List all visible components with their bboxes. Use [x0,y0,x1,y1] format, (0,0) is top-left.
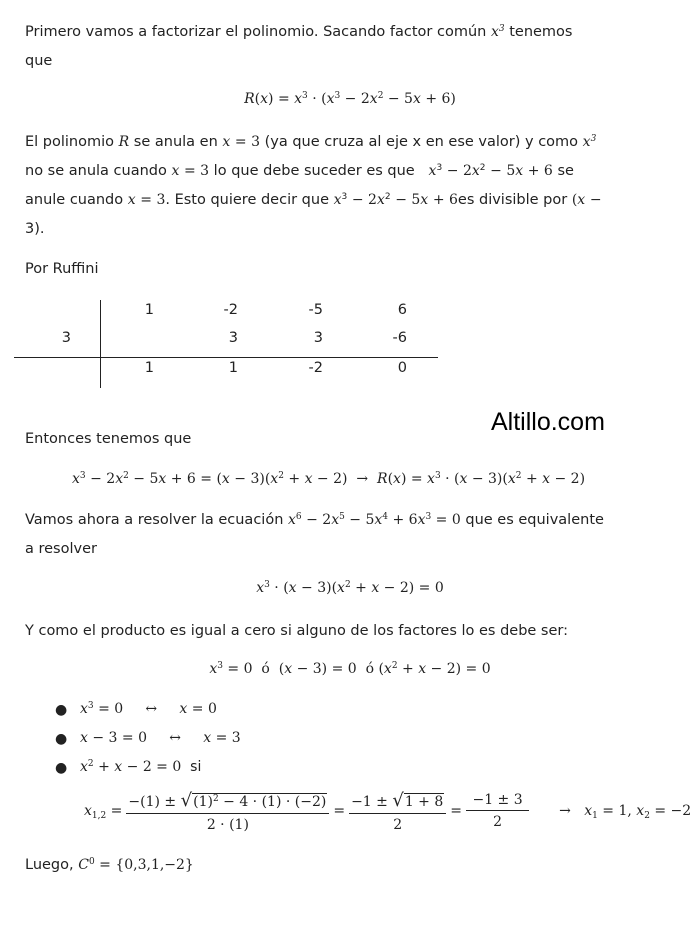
intro-text-a: Primero vamos a factorizar el polinomio. Sacando factor común [25,24,491,40]
ruffini-r3-c1: 1 [144,360,154,376]
quadratic-result: → $x_1 = 1$, $x_2 = -2$ [559,803,692,821]
ruffini-r2-c3: 3 [313,330,323,346]
bullet-case-1: $x^3 = 0$ ↔ x = 0 [80,701,217,717]
solve-paragraph: Vamos ahora a resolver la ecuación $x^6 - 2x^5 - 5x^4 + 6x^3 = 0$ que es equivalente a resolver [25,512,604,557]
zero-product-paragraph: Y como el producto es igual a cero si alguno de los factores lo es debe ser: [25,623,568,639]
intro-text-c: que [25,53,53,69]
ruffini-table [0,296,700,391]
conclusion [25,854,194,876]
ruffini-r1-c3: -5 [308,302,323,318]
bullet-dot-1: ● [55,702,68,718]
conclusion-label: Luego, [25,857,79,873]
bullet-case-2: x − 3 = 0 ↔ x = 3 [80,730,241,746]
ruffini-r3-c3: -2 [308,360,323,376]
ruffini-r1-c1: 1 [144,302,154,318]
fraction-1: $\frac{-(1) \pm √(1)^2 - 4 \cdot (1) \cdot (-2)}{2 \cdot (1)}$ [126,790,329,833]
ruffini-r2-c4: -6 [392,330,407,346]
fraction-3: $\frac{-1 \pm 3}{2}$ [468,792,528,830]
bullet-case-3: $x^2 + x - 2 = 0$ si [80,759,202,775]
equation-cases: $x^3 = 0$ ó (x − 3) = 0 ó $(x^2 + x - 2) = 0$ [209,661,491,677]
watermark-logo: Altillo.com [491,408,605,436]
quadratic-formula: $x_{1,2}$ = $\frac{-(1) \pm √(1)^2 - 4 \cdot (1) \cdot (-2)}{2 \cdot (1)}$ = $\frac{-1 \pm √1 + 8}{2}$ = $\frac{-1 \pm 3}{2}$ → $x_1 = 1$, $x_2 = -2$ [84,789,692,833]
root-paragraph: El polinomio R se anula en x = 3 (ya que cruza al eje x en ese valor) y como $x^3$ no se anula cuando x = 3 lo que debe suceder es que $x^3 - 2x^2 - 5x + 6$ se anule cuando x = 3. Esto quiere decir que $x^3 - 2x^2 - 5x + 6es$ divisible por (x − 3). [25,134,602,237]
ruffini-divisor: 3 [61,330,71,346]
ruffini-label: Por Ruffini [25,261,99,277]
ruffini-r3-c2: 1 [228,360,238,376]
ruffini-horizontal-line [14,357,438,358]
ruffini-r3-c4: 0 [397,360,407,376]
equation-product: $x^3 \cdot (x - 3)(x^2 + x - 2) = 0$ [256,580,444,596]
ruffini-vertical-line [100,300,101,388]
ruffini-r2-c2: 3 [228,330,238,346]
quadratic-lhs: $x_{1,2}$ = [84,803,123,821]
fraction-2: $\frac{-1 \pm √1 + 8}{2}$ [349,790,446,833]
common-factor: $x^3$ [490,24,505,40]
then-label: Entonces tenemos que [25,431,192,447]
equation-factorization: $x^3 - 2x^2 - 5x + 6 = (x - 3)(x^2 + x - 2) \to R(x) = x^3 \cdot (x - 3)(x^2 + x - 2)$ [72,471,586,487]
ruffini-r1-c2: -2 [223,302,238,318]
ruffini-r1-c4: 6 [397,302,407,318]
bullet-dot-3: ● [55,760,68,776]
solution-set: $C^0 = \{0,3,1,-2\}$ [78,857,194,873]
intro-paragraph [25,18,647,76]
equation-factored: $R(x) = x^3 \cdot (x^3 - 2x^2 - 5x + 6)$ [244,91,456,107]
bullet-dot-2: ● [55,731,68,747]
intro-text-b: tenemos [504,24,573,40]
